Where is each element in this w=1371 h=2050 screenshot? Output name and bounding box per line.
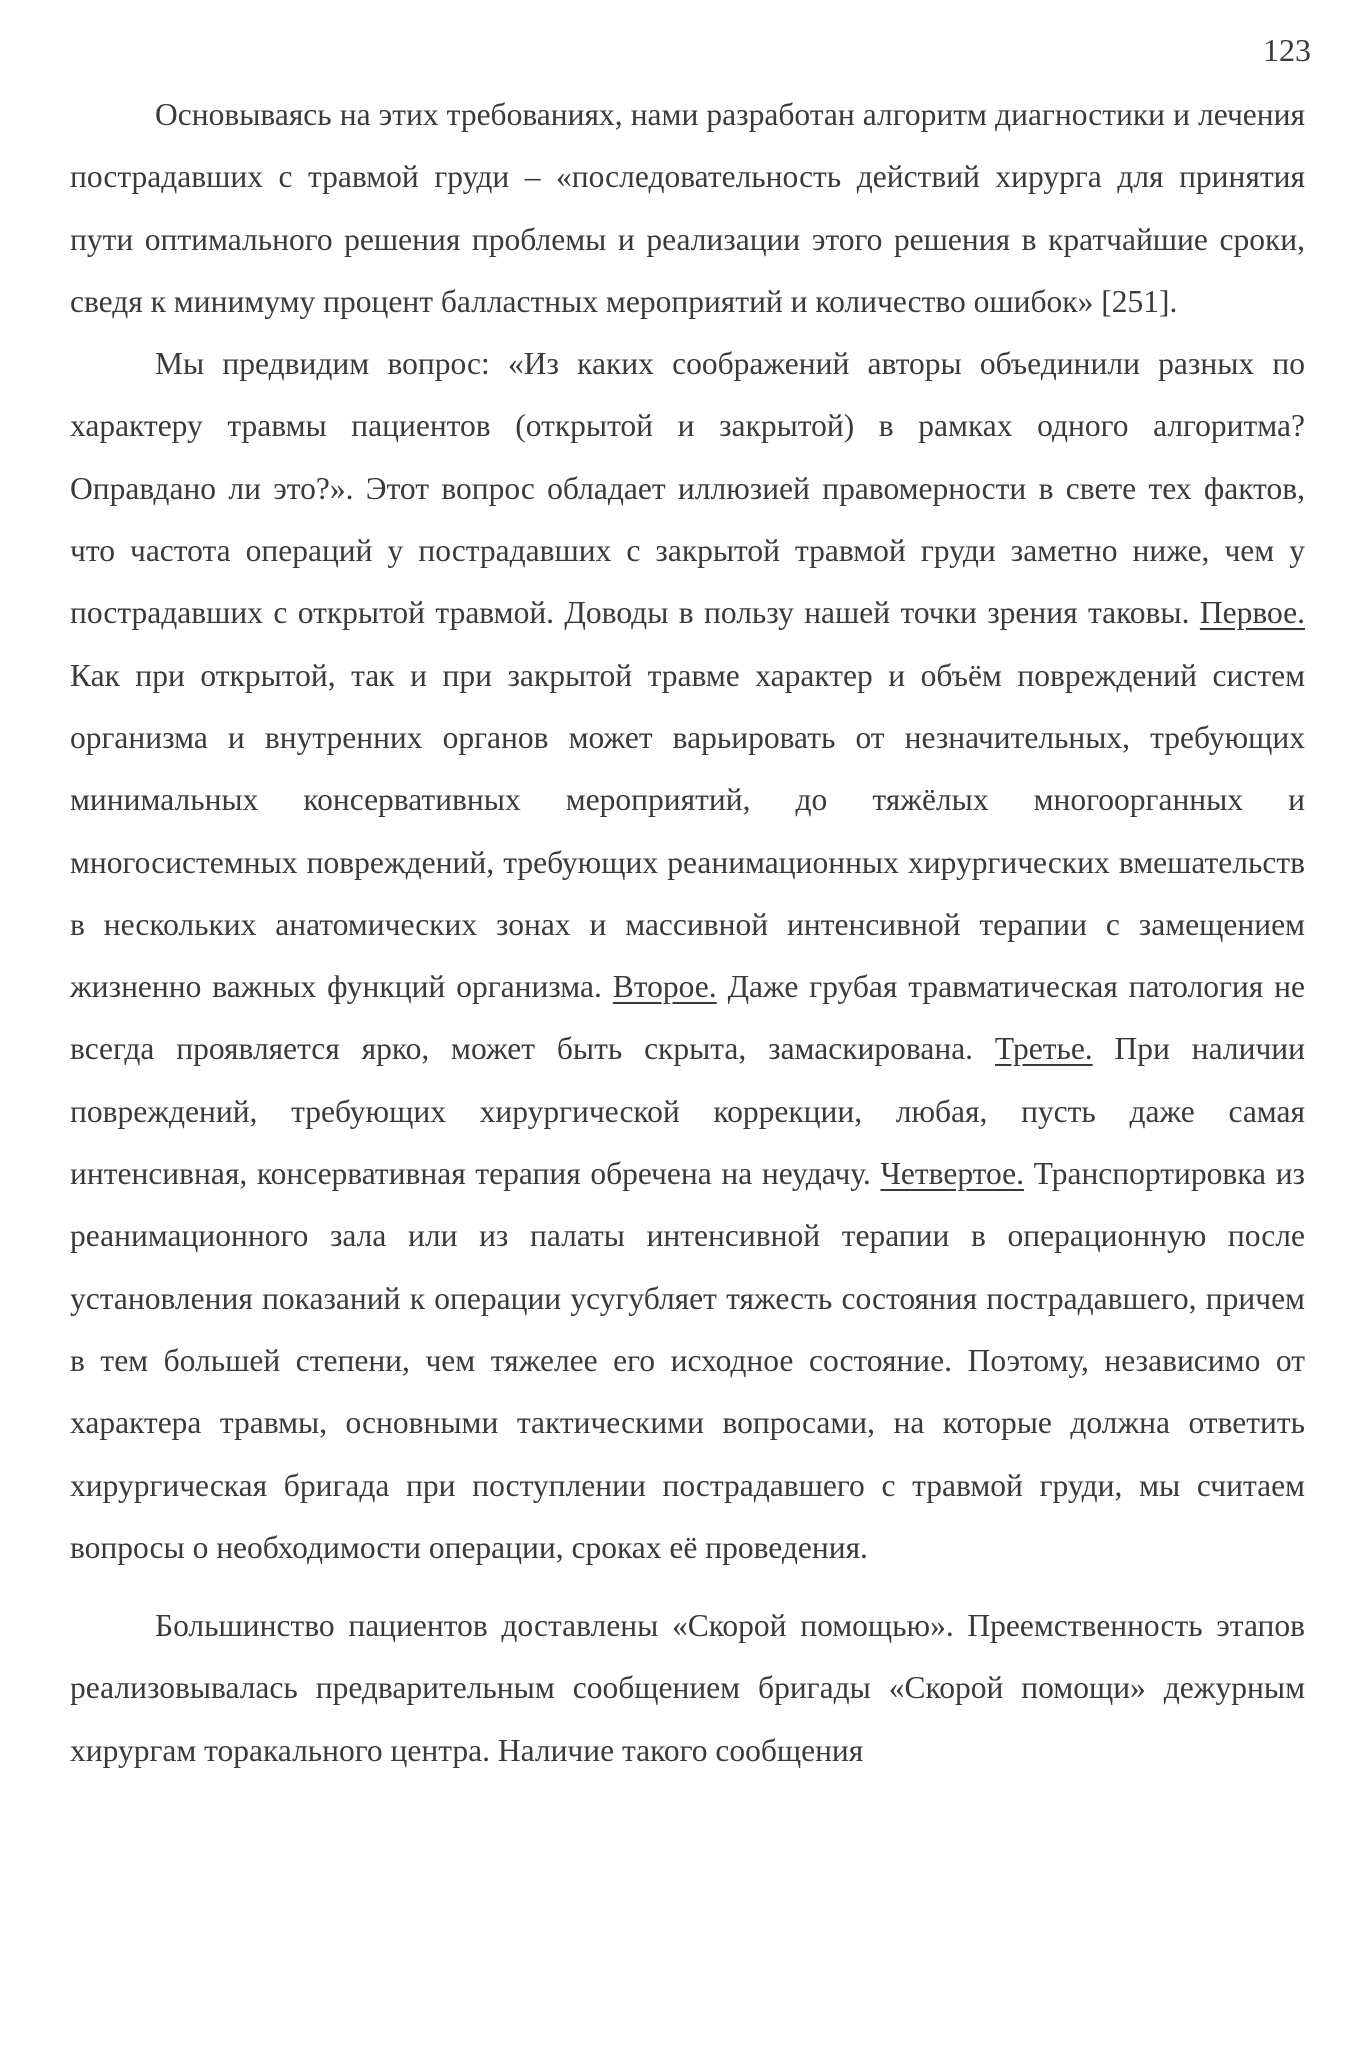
first-argument-text: Как при открытой, так и при закрытой травме характер и объём повреждений систем организма и внутренних органов может варьировать от незначительных, требующих минимальных консервативных мероприятий, до тяжёлых многоорганных и многосистемных повреждений, требующих реанимационных хирургических вмешательств в нескольких анатомических зонах и массивной интенсивной терапии с замещением жизненно важных функций организма.	[70, 657, 1305, 1005]
label-fourth: Четвертое.	[880, 1156, 1025, 1192]
paragraph-ambulance: Большинство пациентов доставлены «Скорой помощью». Преемственность этапов реализовывалась предварительным сообщением бригады «Скорой помощи» дежурным хирургам торакального центра. Наличие такого сообщения	[70, 1608, 1305, 1768]
document-body	[70, 84, 1305, 1782]
label-first: Первое.	[1199, 595, 1305, 631]
paragraph-question	[70, 333, 1305, 1579]
second-argument-text: Даже грубая травматическая патология не всегда проявляется ярко, может быть скрыта, замаскирована.	[70, 969, 1305, 1067]
question-text: Мы предвидим вопрос: «Из каких соображений авторы объединили разных по характеру травмы пациентов (открытой и закрытой) в рамках одного алгоритма? Оправдано ли это?». Этот вопрос обладает иллюзией правомерности в свете тех фактов, что частота операций у пострадавших с закрытой травмой груди заметно ниже, чем у пострадавших с открытой травмой. Доводы в пользу нашей точки зрения таковы.	[70, 346, 1305, 631]
label-second: Второе.	[612, 969, 717, 1005]
label-third: Третье.	[994, 1031, 1093, 1067]
page-number: 123	[1263, 32, 1311, 68]
paragraph-algorithm: Основываясь на этих требованиях, нами разработан алгоритм диагностики и лечения пострадавших с травмой груди – «последовательность действий хирурга для принятия пути оптимального решения проблемы и реализации этого решения в кратчайшие сроки, сведя к минимуму процент балластных мероприятий и количество ошибок» [251].	[70, 97, 1305, 319]
fourth-argument-text: Транспортировка из реанимационного зала или из палаты интенсивной терапии в операционную после установления показаний к операции усугубляет тяжесть состояния пострадавшего, причем в тем большей степени, чем тяжелее его исходное состояние. Поэтому, независимо от характера травмы, основными тактическими вопросами, на которые должна ответить хирургическая бригада при поступлении пострадавшего с травмой груди, мы считаем вопросы о необходимости операции, сроках её проведения.	[70, 1156, 1305, 1565]
third-argument-text: При наличии повреждений, требующих хирургической коррекции, любая, пусть даже самая интенсивная, консервативная терапия обречена на неудачу.	[70, 1031, 1306, 1192]
